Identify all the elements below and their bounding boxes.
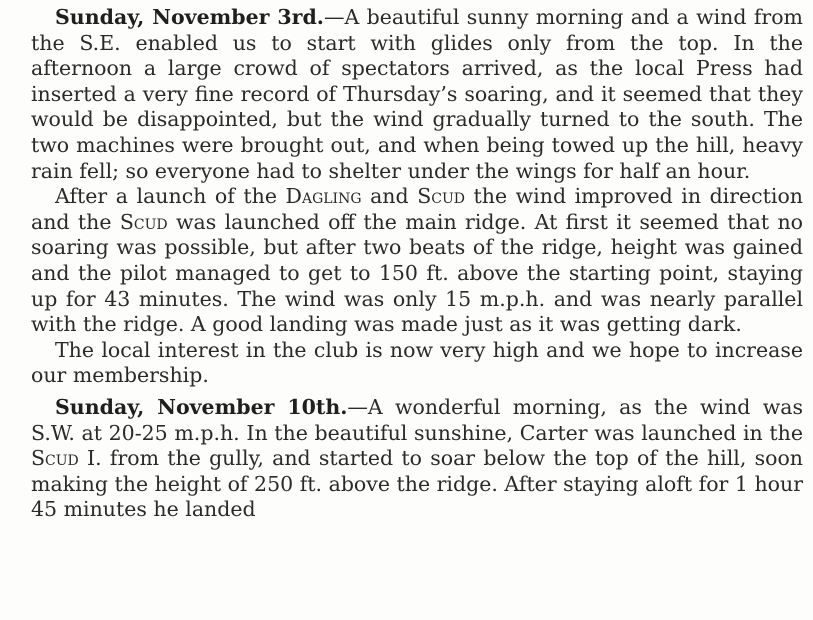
glider-name: Dagling <box>285 184 362 209</box>
date-heading: Sunday, November 10th. <box>55 394 348 419</box>
body-text: I. from the gully, and started to soar below the top of the hill, soon making the height of 250 ft. above the ridge. After staying aloft for 1 hour 45 minutes he landed <box>31 446 803 522</box>
paragraph-interest <box>31 338 803 389</box>
body-text: After a launch of the <box>55 184 286 209</box>
body-text: The local interest in the club is now very high and we hope to increase our membership. <box>31 337 803 388</box>
glider-name: Scud <box>119 209 168 234</box>
body-text: —A wonderful morning, as the wind was S.W. at 20-25 m.p.h. In the beautiful sunshine, Carter was launched in the <box>31 394 803 445</box>
body-text: —A beautiful sunny morning and a wind from the S.E. enabled us to start with glides only from the top. In the afternoon a large crowd of spectators arrived, as the local Press had inserted a very fine record of Thursday’s soaring, and it seemed that they would be disappointed, but the wind gradually turned to the south. The two machines were brought out, and when being towed up the hill, heavy rain fell; so everyone had to shelter under the wings for half an hour. <box>31 5 803 183</box>
glider-name: Scud <box>417 184 465 209</box>
body-text: and <box>361 184 418 209</box>
paragraph-nov10 <box>31 395 803 523</box>
date-heading: Sunday, November 3rd. <box>55 5 324 29</box>
article-body <box>31 5 803 523</box>
glider-name: Scud <box>31 446 79 471</box>
paragraph-launch <box>31 184 803 338</box>
body-text: was launched off the main ridge. At first it seemed that no soaring was possible, but after two beats of the ridge, height was gained and the pilot managed to get to 150 ft. above the starting point, staying up for 43 minutes. The wind was only 15 m.p.h. and was nearly parallel with the ridge. A good landing was made just as it was getting dark. <box>31 209 804 337</box>
paragraph-nov3 <box>31 5 803 184</box>
body-text: the wind improved in direction and the <box>31 184 803 234</box>
